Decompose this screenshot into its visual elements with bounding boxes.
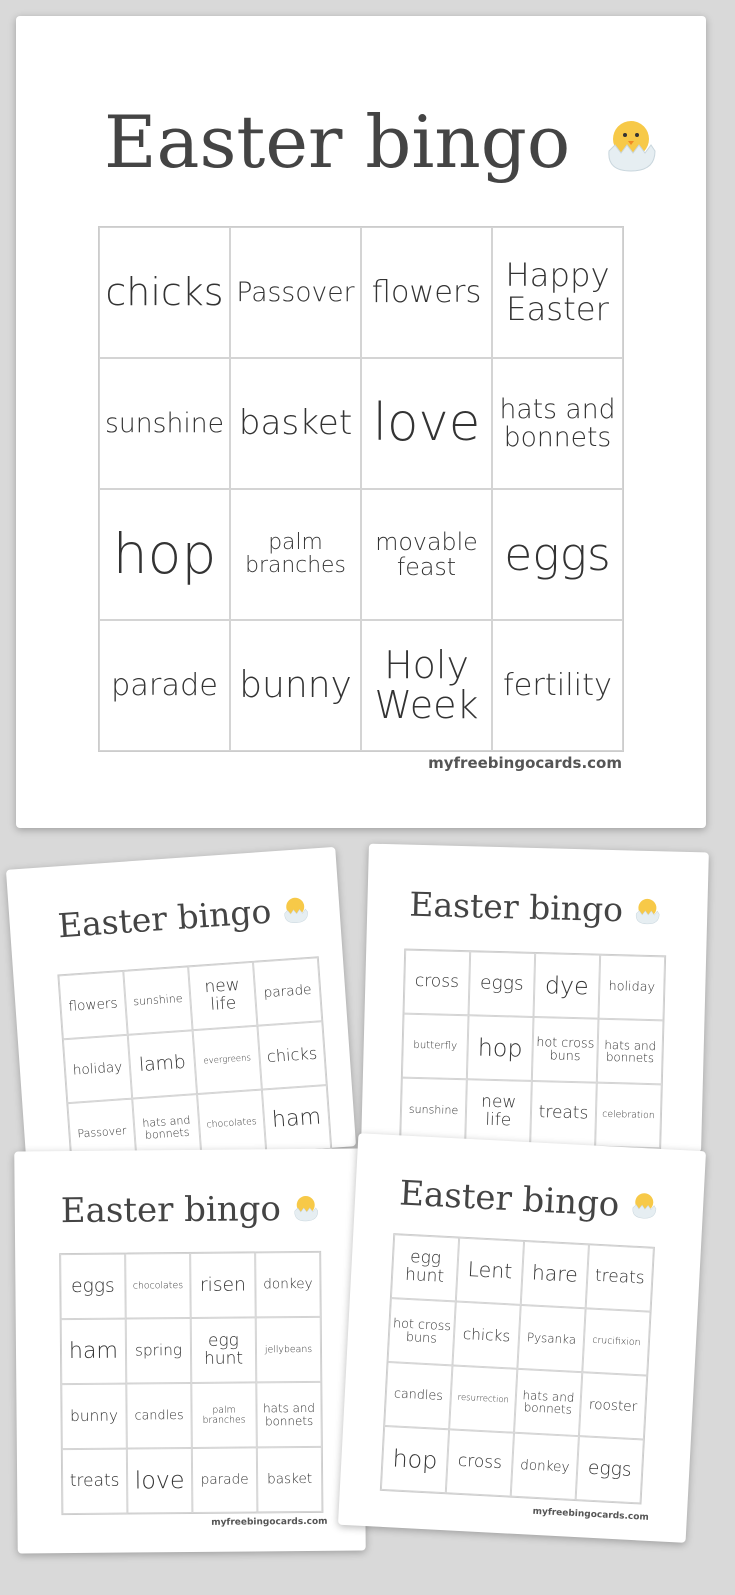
bingo-cell: candles <box>126 1383 192 1449</box>
bingo-cell: bunny <box>61 1384 127 1450</box>
preview-card-title: Easter bingo <box>408 884 624 930</box>
bingo-cell: parade <box>99 620 230 751</box>
bingo-cell: Passover <box>230 227 361 358</box>
bingo-cell: hop <box>467 1015 534 1081</box>
bingo-cell: treats <box>586 1244 654 1311</box>
bingo-cell: Passover <box>67 1099 136 1167</box>
brand-watermark: myfreebingocards.com <box>428 754 622 772</box>
bingo-cell: spring <box>126 1318 192 1384</box>
bingo-cell: new life <box>188 962 257 1030</box>
bingo-cell: ham <box>61 1319 127 1385</box>
brand-watermark: myfreebingocards.com <box>532 1506 650 1523</box>
bingo-cell: chocolates <box>125 1253 191 1319</box>
bingo-cell: hare <box>521 1241 589 1308</box>
hatching-chick-icon <box>633 893 662 933</box>
preview-card-title: Easter bingo <box>398 1173 621 1225</box>
bingo-cell: basket <box>230 358 361 489</box>
bingo-cell: donkey <box>511 1433 579 1500</box>
bingo-grid <box>399 949 666 1150</box>
preview-card-bottom-left <box>14 1148 365 1553</box>
bingo-cell: holiday <box>598 955 665 1021</box>
bingo-cell: treats <box>62 1449 128 1515</box>
bingo-cell: evergreens <box>193 1026 262 1094</box>
bingo-cell: movable feast <box>361 489 492 620</box>
bingo-cell: palm branches <box>230 489 361 620</box>
brand-watermark: myfreebingocards.com <box>211 1516 328 1528</box>
bingo-cell: Happy Easter <box>492 227 623 358</box>
bingo-cell: chicks <box>99 227 230 358</box>
bingo-cell: bunny <box>230 620 361 751</box>
main-card-title: Easter bingo <box>104 100 571 184</box>
bingo-cell: new life <box>465 1079 532 1145</box>
bingo-cell: chicks <box>452 1301 520 1368</box>
bingo-cell: love <box>127 1448 193 1514</box>
bingo-cell: eggs <box>492 489 623 620</box>
bingo-cell: candles <box>384 1362 452 1429</box>
bingo-cell: hop <box>381 1426 449 1493</box>
hatching-chick-icon <box>629 1187 659 1228</box>
bingo-cell: chicks <box>257 1021 326 1089</box>
bingo-cell: donkey <box>255 1252 321 1318</box>
bingo-cell: sunshine <box>400 1078 467 1144</box>
bingo-cell: celebration <box>595 1083 662 1149</box>
bingo-cell: butterfly <box>402 1014 469 1080</box>
bingo-cell: lamb <box>128 1030 197 1098</box>
bingo-cell: hats and bonnets <box>132 1094 201 1162</box>
hatching-chick-icon <box>280 891 311 932</box>
bingo-cell: hats and bonnets <box>514 1369 582 1436</box>
bingo-cell: parade <box>253 957 322 1025</box>
preview-card-title: Easter bingo <box>60 1189 282 1232</box>
bingo-cell: dye <box>534 953 601 1019</box>
preview-card-top-left <box>6 847 356 1169</box>
bingo-cell: jellybeans <box>256 1317 322 1383</box>
preview-card-bottom-right <box>338 1133 706 1543</box>
bingo-grid <box>98 226 624 752</box>
bingo-grid <box>380 1233 655 1504</box>
bingo-cell: ham <box>262 1085 331 1153</box>
bingo-cell: risen <box>190 1252 256 1318</box>
bingo-cell: hop <box>99 489 230 620</box>
preview-title-row <box>409 885 662 933</box>
bingo-cell: hats and bonnets <box>597 1019 664 1085</box>
preview-title-row <box>57 889 311 948</box>
bingo-cell: parade <box>192 1447 258 1513</box>
bingo-cell: egg hunt <box>191 1317 257 1383</box>
bingo-cell: hot cross buns <box>388 1298 456 1365</box>
bingo-cell: Holy Week <box>361 620 492 751</box>
bingo-cell: eggs <box>576 1436 644 1503</box>
bingo-cell: sunshine <box>123 966 192 1034</box>
bingo-cell: chocolates <box>197 1090 266 1158</box>
hatching-chick-icon <box>603 106 659 190</box>
bingo-cell: sunshine <box>99 358 230 489</box>
bingo-cell: crucifixion <box>582 1308 650 1375</box>
bingo-cell: flowers <box>58 971 127 1039</box>
bingo-cell: hot cross buns <box>532 1017 599 1083</box>
main-bingo-card <box>16 16 706 828</box>
preview-title-row <box>398 1173 659 1228</box>
bingo-cell: holiday <box>63 1035 132 1103</box>
bingo-cell: palm branches <box>191 1382 257 1448</box>
bingo-grid <box>57 956 332 1168</box>
bingo-cell: treats <box>530 1081 597 1147</box>
bingo-cell: basket <box>257 1447 323 1513</box>
bingo-cell: eggs <box>60 1254 126 1320</box>
bingo-cell: hats and bonnets <box>492 358 623 489</box>
bingo-cell: cross <box>404 950 471 1016</box>
preview-title-row <box>61 1189 320 1233</box>
main-card-title-row <box>104 100 659 190</box>
preview-card-top-right <box>361 844 709 1153</box>
bingo-cell: egg hunt <box>391 1234 459 1301</box>
hatching-chick-icon <box>292 1191 320 1231</box>
bingo-cell: flowers <box>361 227 492 358</box>
bingo-cell: Lent <box>456 1238 524 1305</box>
bingo-cell: Pysanka <box>517 1305 585 1372</box>
bingo-grid <box>59 1251 323 1515</box>
bingo-cell: rooster <box>579 1372 647 1439</box>
bingo-cell: hats and bonnets <box>256 1382 322 1448</box>
bingo-cell: fertility <box>492 620 623 751</box>
preview-card-title: Easter bingo <box>56 891 273 946</box>
bingo-cell: resurrection <box>449 1365 517 1432</box>
bingo-cell: cross <box>446 1429 514 1496</box>
bingo-cell: love <box>361 358 492 489</box>
bingo-cell: eggs <box>469 951 536 1017</box>
